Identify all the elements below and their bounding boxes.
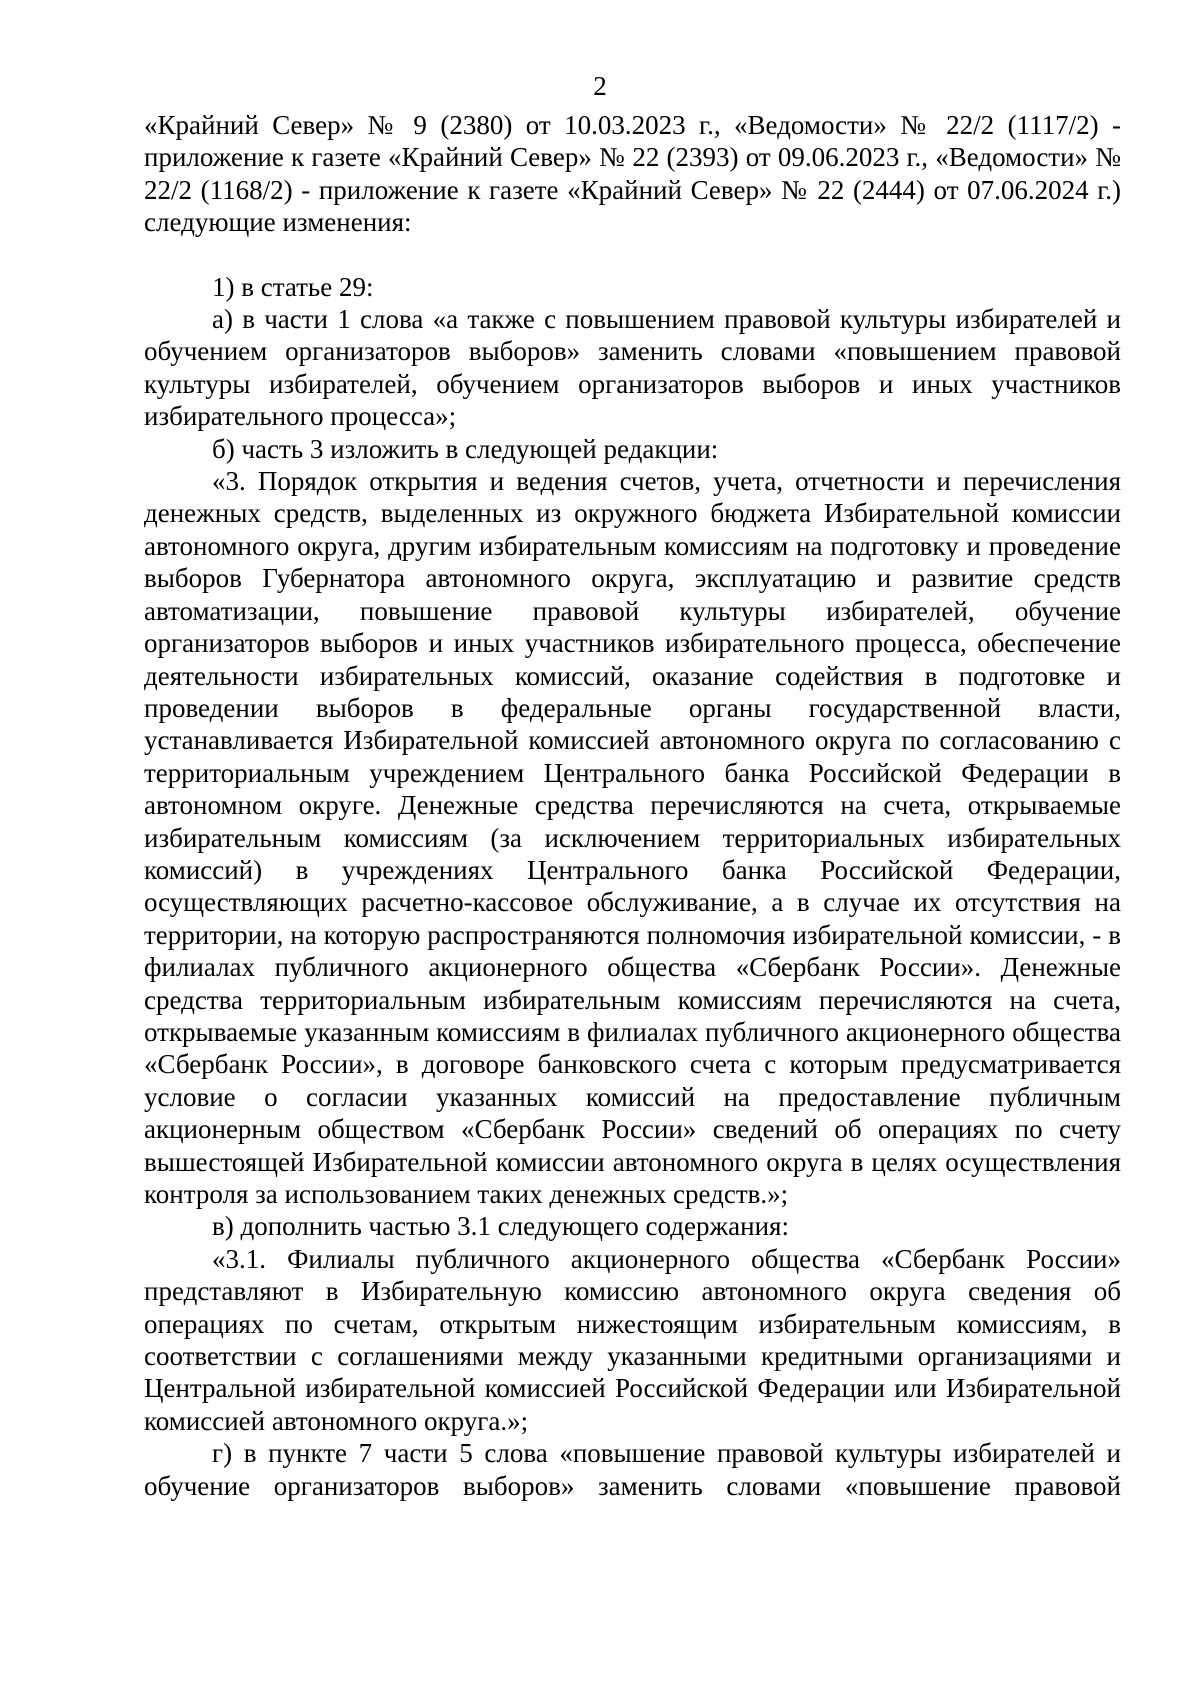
document-body — [144, 109, 1121, 1502]
paragraph-subitem-v: в) дополнить частью 3.1 следующего содержания: — [212, 1211, 789, 1242]
paragraph-subitem-g: г) в пункте 7 части 5 слова «повышение правовой культуры избирателей и обучение организаторов выборов» заменить словами «повышение правовой — [144, 1438, 1121, 1501]
paragraph-item-1: 1) в статье 29: — [212, 271, 374, 302]
paragraph-continuation: «Крайний Север» № 9 (2380) от 10.03.2023 г., «Ведомости» № 22/2 (1117/2) - приложение к газете «Крайний Север» № 22 (2393) от 09.06.2023 г., «Ведомости» № 22/2 (1168/2) - приложение к газете «Крайний Север» № 22 (2444) от 07.06.2024 г.) следующие изменения: — [144, 110, 1121, 238]
paragraph-subitem-a: а) в части 1 слова «а также с повышением правовой культуры избирателей и обучением организаторов выборов» заменить словами «повышением правовой культуры избирателей, обучением организаторов выборов и иных участников избирательного процесса»; — [144, 304, 1121, 432]
paragraph-part-3-1-text: «3.1. Филиалы публичного акционерного общества «Сбербанк России» представляют в Избирательную комиссию автономного округа сведения об операциях по счетам, открытым нижестоящим избирательным комиссиям, в соответствии с соглашениями между указанными кредитными организациями и Центральной избирательной комиссией Российской Федерации или Избирательной комиссией автономного округа.»; — [144, 1243, 1121, 1436]
page-number: 2 — [593, 71, 607, 101]
paragraph-part-3-text: «3. Порядок открытия и ведения счетов, учета, отчетности и перечисления денежных средств, выделенных из окружного бюджета Избирательной комиссии автономного округа, другим избирательным комиссиям на подготовку и проведение выборов Губернатора автономного округа, эксплуатацию и развитие средств автоматизации, повышение правовой культуры избирателей, обучение организаторов выборов и иных участников избирательного процесса, обеспечение деятельности избирательных комиссий, оказание содействия в подготовке и проведении выборов в федеральные органы государственной власти, устанавливается Избирательной комиссией автономного округа по согласованию с территориальным учреждением Центрального банка Российской Федерации в автономном округе. Денежные средства перечисляются на счета, открываемые избирательным комиссиям (за исключением территориальных избирательных комиссий) в учреждениях Центрального банка Российской Федерации, осуществляющих расчетно-кассовое обслуживание, а в случае их отсутствия на территории, на которую распространяются полномочия избирательной комиссии, - в филиалах публичного акционерного общества «Сбербанк России». Денежные средства территориальным избирательным комиссиям перечисляются на счета, открываемые указанным комиссиям в филиалах публичного акционерного общества «Сбербанк России», в договоре банковского счета с которым предусматривается условие о согласии указанных комиссий на предоставление публичным акционерным обществом «Сбербанк России» сведений об операциях по счету вышестоящей Избирательной комиссии автономного округа в целях осуществления контроля за использованием таких денежных средств.»; — [144, 466, 1121, 1209]
paragraph-subitem-b: б) часть 3 изложить в следующей редакции: — [212, 433, 719, 464]
